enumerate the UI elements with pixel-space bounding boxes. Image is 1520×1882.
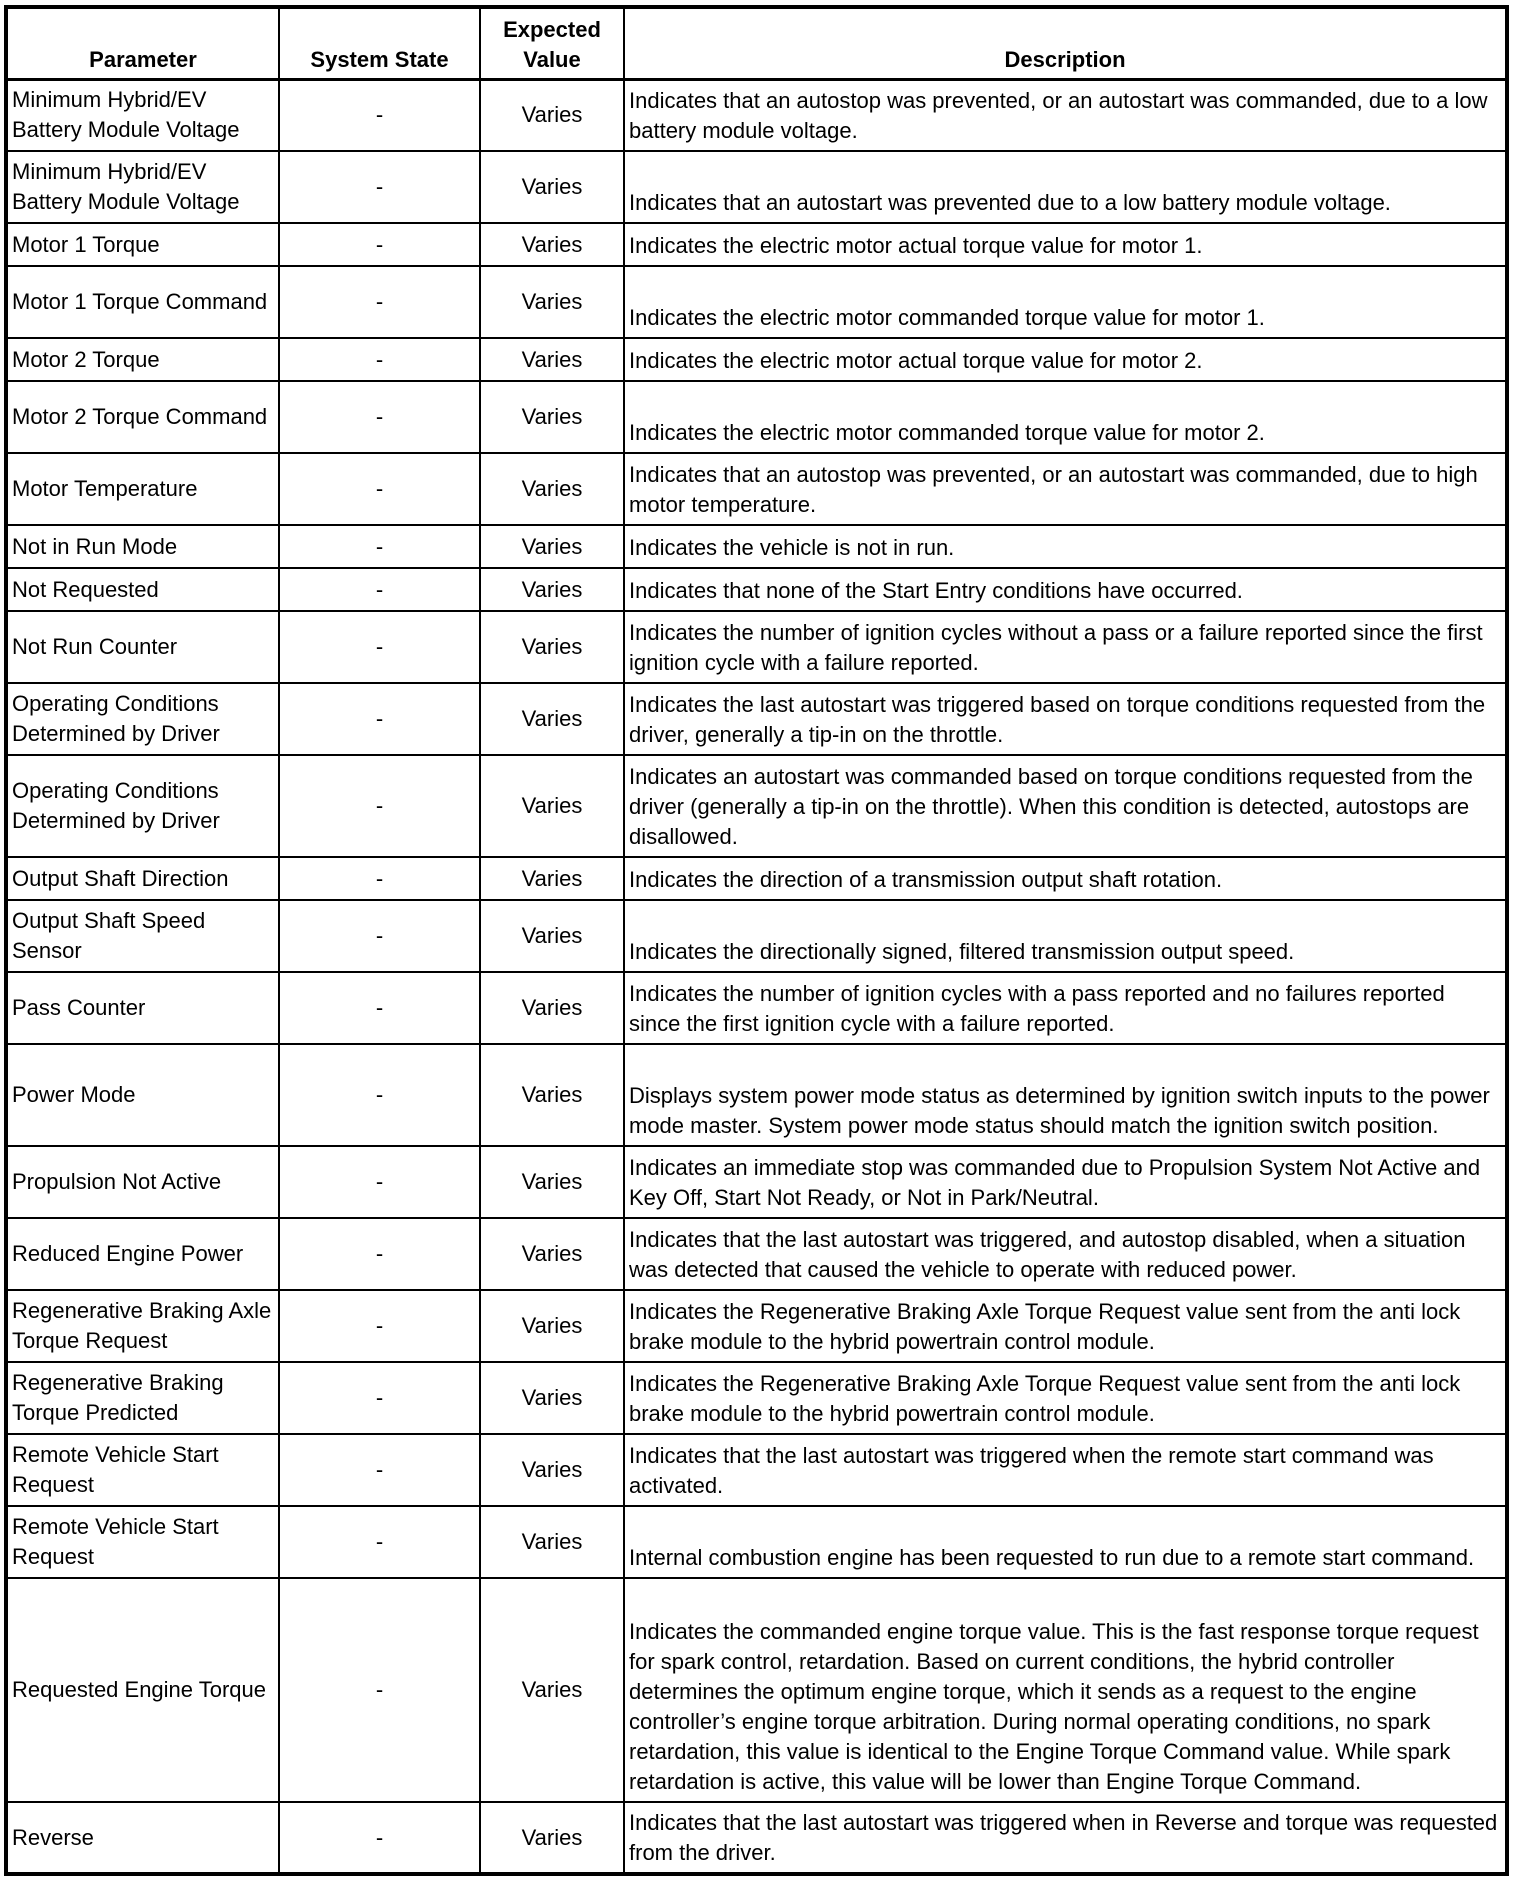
system-state-cell: - — [279, 1044, 480, 1146]
expected-value-cell: Varies — [480, 1802, 624, 1874]
system-state-cell: - — [279, 223, 480, 266]
system-state-cell: - — [279, 1290, 480, 1362]
system-state-cell: - — [279, 79, 480, 151]
table-row — [6, 1290, 1507, 1362]
description-cell: Indicates the commanded engine torque value. This is the fast response torque request for spark control, retardation. Based on current conditions, the hybrid controller determines the optimum engine torque, which it sends as a request to the engine controller’s engine torque arbitration. During normal operating conditions, no spark retardation, this value is identical to the Engine Torque Command value. While spark retardation is active, this value will be lower than Engine Torque Command. — [624, 1578, 1507, 1802]
system-state-cell: - — [279, 1362, 480, 1434]
parameter-cell: Propulsion Not Active — [6, 1146, 279, 1218]
table-row — [6, 151, 1507, 223]
parameter-cell: Requested Engine Torque — [6, 1578, 279, 1802]
table-row — [6, 1802, 1507, 1874]
description-cell: Indicates the direction of a transmission output shaft rotation. — [624, 857, 1507, 900]
description-cell: Indicates the electric motor commanded torque value for motor 2. — [624, 381, 1507, 453]
description-cell: Indicates the directionally signed, filtered transmission output speed. — [624, 900, 1507, 972]
system-state-cell: - — [279, 972, 480, 1044]
system-state-cell: - — [279, 1434, 480, 1506]
description-cell: Displays system power mode status as determined by ignition switch inputs to the power mode master. System power mode status should match the ignition switch position. — [624, 1044, 1507, 1146]
system-state-cell: - — [279, 1802, 480, 1874]
parameter-cell: Motor 2 Torque Command — [6, 381, 279, 453]
expected-value-cell: Varies — [480, 972, 624, 1044]
description-cell: Indicates the electric motor commanded torque value for motor 1. — [624, 266, 1507, 338]
table-row — [6, 1434, 1507, 1506]
table-row — [6, 266, 1507, 338]
expected-value-cell: Varies — [480, 1290, 624, 1362]
description-cell: Indicates the number of ignition cycles without a pass or a failure reported since the first ignition cycle with a failure reported. — [624, 611, 1507, 683]
header-description: Description — [624, 7, 1507, 79]
system-state-cell: - — [279, 755, 480, 857]
header-parameter: Parameter — [6, 7, 279, 79]
parameter-cell: Reverse — [6, 1802, 279, 1874]
system-state-cell: - — [279, 151, 480, 223]
table-row — [6, 1506, 1507, 1578]
parameter-cell: Minimum Hybrid/EV Battery Module Voltage — [6, 151, 279, 223]
description-cell: Indicates that the last autostart was triggered when the remote start command was activated. — [624, 1434, 1507, 1506]
expected-value-cell: Varies — [480, 1044, 624, 1146]
description-cell: Indicates that an autostop was prevented, or an autostart was commanded, due to a low battery module voltage. — [624, 79, 1507, 151]
description-cell: Indicates the Regenerative Braking Axle Torque Request value sent from the anti lock brake module to the hybrid powertrain control module. — [624, 1362, 1507, 1434]
table-body — [6, 79, 1507, 1874]
description-cell: Indicates the last autostart was triggered based on torque conditions requested from the driver, generally a tip-in on the throttle. — [624, 683, 1507, 755]
table-row — [6, 1362, 1507, 1434]
system-state-cell: - — [279, 1146, 480, 1218]
table-row — [6, 223, 1507, 266]
description-cell: Indicates an immediate stop was commanded due to Propulsion System Not Active and Key Off, Start Not Ready, or Not in Park/Neutral. — [624, 1146, 1507, 1218]
expected-value-cell: Varies — [480, 1434, 624, 1506]
table-row — [6, 338, 1507, 381]
table-row — [6, 568, 1507, 611]
system-state-cell: - — [279, 611, 480, 683]
parameter-cell: Operating Conditions Determined by Driver — [6, 755, 279, 857]
description-cell: Indicates the number of ignition cycles with a pass reported and no failures reported since the first ignition cycle with a failure reported. — [624, 972, 1507, 1044]
parameter-table — [4, 5, 1509, 1876]
description-cell: Indicates that none of the Start Entry conditions have occurred. — [624, 568, 1507, 611]
table-row — [6, 857, 1507, 900]
expected-value-cell: Varies — [480, 1146, 624, 1218]
parameter-cell: Not in Run Mode — [6, 525, 279, 568]
expected-value-cell: Varies — [480, 900, 624, 972]
table-row — [6, 453, 1507, 525]
description-cell: Internal combustion engine has been requested to run due to a remote start command. — [624, 1506, 1507, 1578]
header-row — [6, 7, 1507, 79]
expected-value-cell: Varies — [480, 611, 624, 683]
expected-value-cell: Varies — [480, 266, 624, 338]
expected-value-cell: Varies — [480, 381, 624, 453]
parameter-cell: Output Shaft Speed Sensor — [6, 900, 279, 972]
system-state-cell: - — [279, 857, 480, 900]
expected-value-cell: Varies — [480, 453, 624, 525]
parameter-cell: Motor Temperature — [6, 453, 279, 525]
expected-value-cell: Varies — [480, 857, 624, 900]
expected-value-cell: Varies — [480, 1506, 624, 1578]
description-cell: Indicates the electric motor actual torque value for motor 1. — [624, 223, 1507, 266]
system-state-cell: - — [279, 1506, 480, 1578]
table-row — [6, 525, 1507, 568]
parameter-cell: Regenerative Braking Torque Predicted — [6, 1362, 279, 1434]
parameter-cell: Not Requested — [6, 568, 279, 611]
system-state-cell: - — [279, 338, 480, 381]
parameter-cell: Reduced Engine Power — [6, 1218, 279, 1290]
description-cell: Indicates that the last autostart was triggered, and autostop disabled, when a situation was detected that caused the vehicle to operate with reduced power. — [624, 1218, 1507, 1290]
table-row — [6, 611, 1507, 683]
system-state-cell: - — [279, 266, 480, 338]
table-row — [6, 1044, 1507, 1146]
expected-value-cell: Varies — [480, 755, 624, 857]
parameter-cell: Operating Conditions Determined by Driver — [6, 683, 279, 755]
expected-value-cell: Varies — [480, 338, 624, 381]
table-row — [6, 900, 1507, 972]
table-row — [6, 79, 1507, 151]
table-row — [6, 1578, 1507, 1802]
parameter-cell: Output Shaft Direction — [6, 857, 279, 900]
system-state-cell: - — [279, 900, 480, 972]
expected-value-cell: Varies — [480, 151, 624, 223]
parameter-cell: Motor 2 Torque — [6, 338, 279, 381]
description-cell: Indicates the electric motor actual torque value for motor 2. — [624, 338, 1507, 381]
parameter-cell: Regenerative Braking Axle Torque Request — [6, 1290, 279, 1362]
expected-value-cell: Varies — [480, 568, 624, 611]
system-state-cell: - — [279, 381, 480, 453]
table-row — [6, 381, 1507, 453]
system-state-cell: - — [279, 453, 480, 525]
system-state-cell: - — [279, 525, 480, 568]
table-row — [6, 1146, 1507, 1218]
system-state-cell: - — [279, 683, 480, 755]
parameter-cell: Remote Vehicle Start Request — [6, 1506, 279, 1578]
parameter-cell: Motor 1 Torque — [6, 223, 279, 266]
description-cell: Indicates the Regenerative Braking Axle Torque Request value sent from the anti lock brake module to the hybrid powertrain control module. — [624, 1290, 1507, 1362]
header-expected-value: Expected Value — [480, 7, 624, 79]
table-row — [6, 683, 1507, 755]
table-row — [6, 755, 1507, 857]
description-cell: Indicates that the last autostart was triggered when in Reverse and torque was requested from the driver. — [624, 1802, 1507, 1874]
header-system-state: System State — [279, 7, 480, 79]
description-cell: Indicates that an autostop was prevented, or an autostart was commanded, due to high motor temperature. — [624, 453, 1507, 525]
description-cell: Indicates the vehicle is not in run. — [624, 525, 1507, 568]
expected-value-cell: Varies — [480, 525, 624, 568]
system-state-cell: - — [279, 568, 480, 611]
parameter-cell: Pass Counter — [6, 972, 279, 1044]
table-row — [6, 1218, 1507, 1290]
system-state-cell: - — [279, 1578, 480, 1802]
parameter-cell: Minimum Hybrid/EV Battery Module Voltage — [6, 79, 279, 151]
description-cell: Indicates an autostart was commanded based on torque conditions requested from the driver (generally a tip-in on the throttle). When this condition is detected, autostops are disallowed. — [624, 755, 1507, 857]
expected-value-cell: Varies — [480, 683, 624, 755]
expected-value-cell: Varies — [480, 1578, 624, 1802]
expected-value-cell: Varies — [480, 79, 624, 151]
expected-value-cell: Varies — [480, 223, 624, 266]
expected-value-cell: Varies — [480, 1362, 624, 1434]
parameter-cell: Motor 1 Torque Command — [6, 266, 279, 338]
expected-value-cell: Varies — [480, 1218, 624, 1290]
parameter-cell: Power Mode — [6, 1044, 279, 1146]
parameter-cell: Not Run Counter — [6, 611, 279, 683]
system-state-cell: - — [279, 1218, 480, 1290]
description-cell: Indicates that an autostart was prevented due to a low battery module voltage. — [624, 151, 1507, 223]
parameter-cell: Remote Vehicle Start Request — [6, 1434, 279, 1506]
table-row — [6, 972, 1507, 1044]
